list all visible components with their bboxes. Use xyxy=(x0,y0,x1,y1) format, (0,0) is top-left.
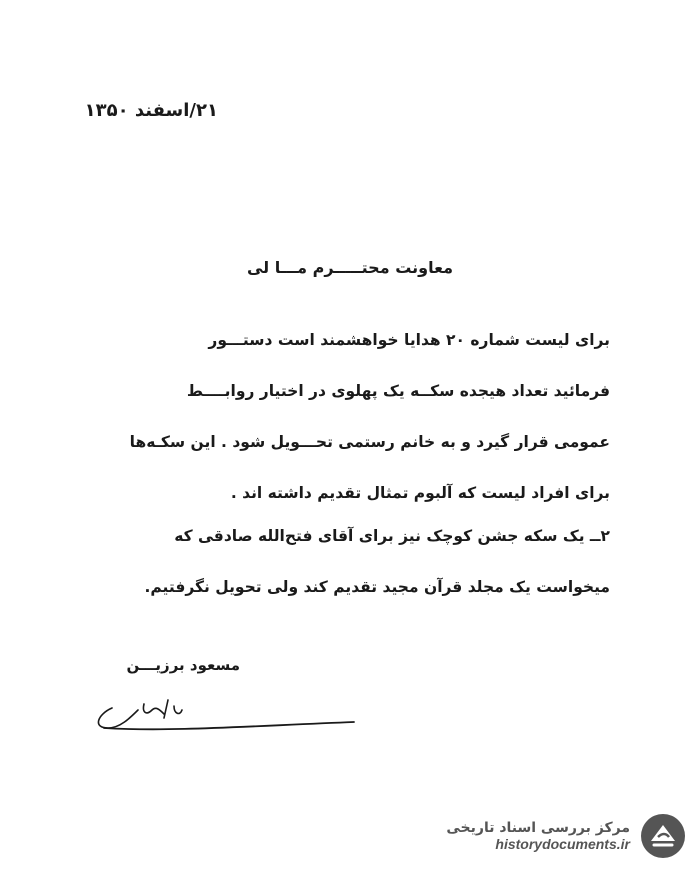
signature-icon xyxy=(90,688,360,738)
archive-logo-icon xyxy=(638,811,688,861)
document-date: ۲۱/اسفند ۱۳۵۰ xyxy=(84,100,218,121)
archive-watermark xyxy=(408,806,688,866)
paragraph-2 xyxy=(70,511,610,613)
watermark-title: مرکز بررسی اسناد تاریخی xyxy=(446,820,630,836)
watermark-site: historydocuments.ir xyxy=(495,836,630,852)
paragraph-line: میخواست یک مجلد قرآن مجید تقدیم کند ولی تحویل نگرفتیم. xyxy=(144,578,610,596)
salutation-heading: معاونت محتـــــرم مـــا لی xyxy=(246,258,454,277)
paragraph-line: ۲ــ یک سکه جشن کوچک نیز برای آقای فتح‌الله صادقی که xyxy=(174,527,610,545)
paragraph-line: برای افراد لیست که آلبوم تمثال تقدیم داشته اند . xyxy=(230,484,610,502)
signer-name: مسعود برزیـــن xyxy=(126,656,240,674)
paragraph-line: عمومی قرار گیرد و به خانم رستمی تحـــویل شود . این سکـه‌ها xyxy=(129,433,610,451)
watermark-text xyxy=(446,820,630,852)
paragraph-1 xyxy=(70,315,610,519)
paragraph-line: برای لیست شماره ۲۰ هدایا خواهشمند است دستـــور xyxy=(208,331,610,349)
paragraph-line: فرمائید تعداد هیجده سکــه یک پهلوی در اختیار روابــــط xyxy=(186,382,610,400)
